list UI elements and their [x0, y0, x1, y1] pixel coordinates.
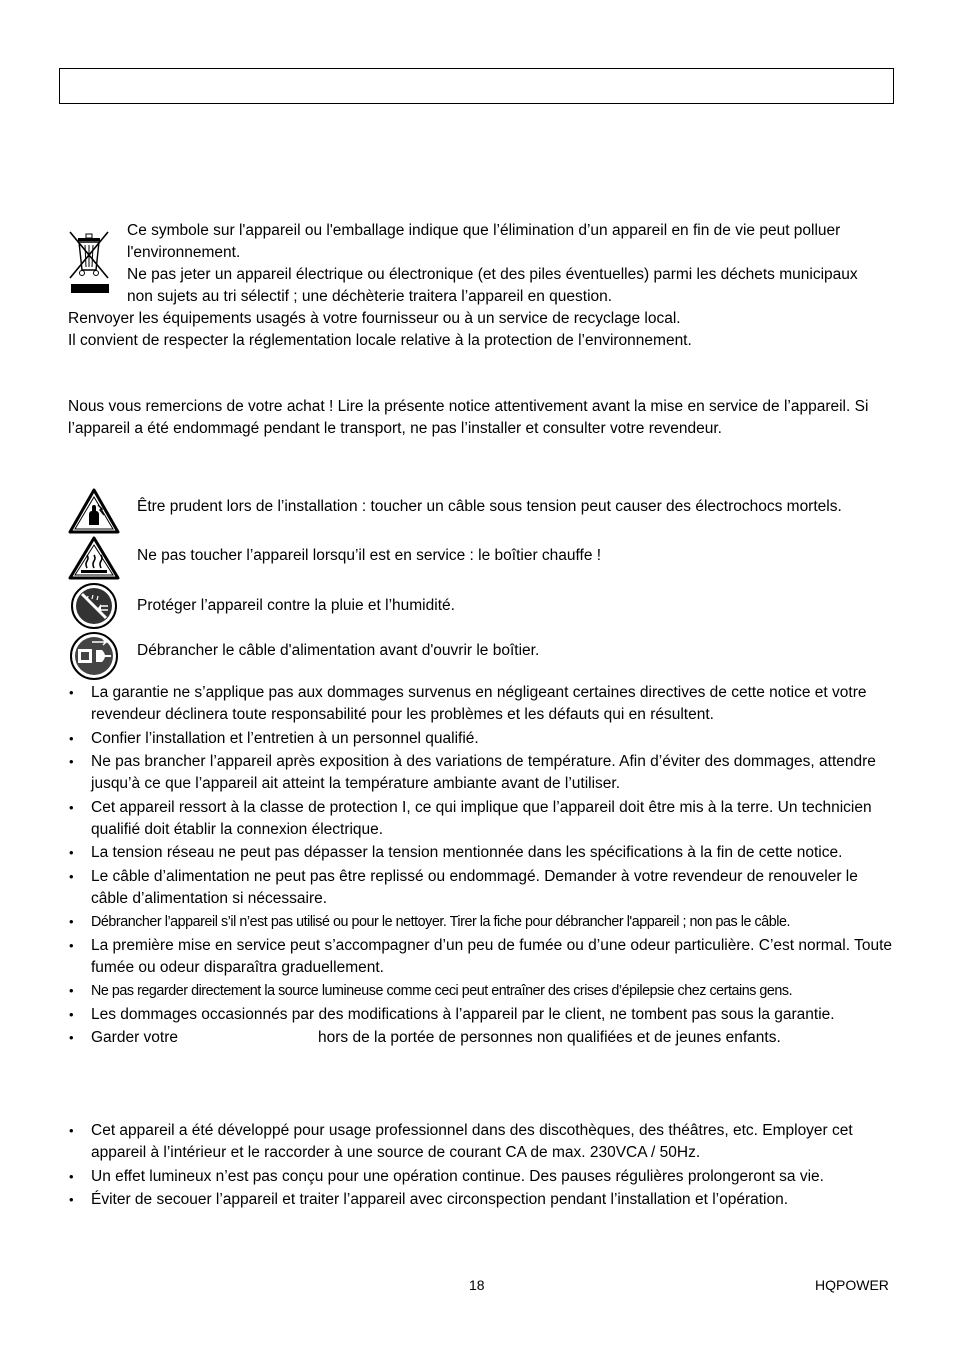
- warning-text-rain: Protéger l’appareil contre la pluie et l’humidité.: [137, 597, 455, 614]
- list-item: • Confier l’installation et l’entretien à un personnel qualifié.: [68, 728, 898, 750]
- list-item: • Un effet lumineux n’est pas conçu pour une opération continue. Des pauses régulières prolongeront sa vie.: [68, 1166, 898, 1188]
- weee-line-6: Il convient de respecter la réglementation locale relative à la protection de l’environnement.: [68, 332, 692, 349]
- list-item-keep-away: [68, 1027, 898, 1049]
- weee-text-block: [127, 220, 858, 308]
- electric-shock-warning-icon: [67, 487, 121, 535]
- list-item: • Le câble d’alimentation ne peut pas être replissé ou endommagé. Demander à votre revendeur de renouveler le câble d’alimentation si nécessaire.: [68, 866, 898, 910]
- list-item: • Cet appareil ressort à la classe de protection I, ce qui implique que l’appareil doit être mis à la terre. Un technicien qualifié doit établir la connexion électrique.: [68, 797, 898, 841]
- safety-bullet-list: [68, 682, 898, 1051]
- keep-away-after: hors de la portée de personnes non qualifiées et de jeunes enfants.: [318, 1029, 781, 1046]
- list-item: • Débrancher l’appareil s’il n’est pas utilisé ou pour le nettoyer. Tirer la fiche pour débrancher l'appareil ; non pas le câble.: [68, 911, 898, 933]
- unplug-before-opening-icon: [68, 630, 120, 682]
- list-item: • Éviter de secouer l’appareil et traiter l’appareil avec circonspection pendant l’installation et l’opération.: [68, 1189, 898, 1211]
- usage-bullet-list: [68, 1120, 898, 1213]
- header-title-box: [59, 68, 894, 104]
- protect-from-rain-icon: [68, 582, 120, 630]
- crossed-out-bin-icon: [68, 228, 112, 296]
- weee-line-5: Renvoyer les équipements usagés à votre fournisseur ou à un service de recyclage local.: [68, 310, 681, 327]
- warning-text-shock: Être prudent lors de l’installation : toucher un câble sous tension peut causer des électrochocs mortels.: [137, 498, 842, 515]
- keep-away-before: Garder votre: [91, 1029, 179, 1046]
- list-item: • Cet appareil a été développé pour usage professionnel dans des discothèques, des théâtres, etc. Employer cet appareil à l’intérieur et le raccorder à une source de courant CA de max. 230VCA / 50Hz.: [68, 1120, 898, 1164]
- page-number: 18: [469, 1277, 485, 1293]
- warning-text-hot: Ne pas toucher l’appareil lorsqu’il est en service : le boîtier chauffe !: [137, 547, 602, 564]
- weee-line-1: Ce symbole sur l'appareil ou l'emballage indique que l’élimination d’un appareil en fin de vie peut polluer: [127, 222, 841, 239]
- list-item: • Ne pas regarder directement la source lumineuse comme ceci peut entraîner des crises d’épilepsie chez certains gens.: [68, 980, 898, 1002]
- weee-line-3: Ne pas jeter un appareil électrique ou électronique (et des piles éventuelles) parmi les déchets municipaux: [127, 266, 858, 283]
- footer-brand: HQPOWER: [815, 1277, 889, 1293]
- warning-text-unplug: Débrancher le câble d'alimentation avant d'ouvrir le boîtier.: [137, 642, 540, 659]
- list-item: • La garantie ne s’applique pas aux dommages survenus en négligeant certaines directives de cette notice et votre revendeur déclinera toute responsabilité pour les problèmes et les défauts qui en résultent.: [68, 682, 898, 726]
- hot-surface-warning-icon: [67, 535, 121, 581]
- list-item: • La tension réseau ne peut pas dépasser la tension mentionnée dans les spécifications à la fin de cette notice.: [68, 842, 898, 864]
- list-item: • Les dommages occasionnés par des modifications à l’appareil par le client, ne tombent pas sous la garantie.: [68, 1004, 898, 1026]
- weee-line-2: l'environnement.: [127, 244, 241, 261]
- intro-paragraph: Nous vous remercions de votre achat ! Lire la présente notice attentivement avant la mise en service de l’appareil. Si l’appareil a été endommagé pendant le transport, ne pas l’installer et consulter votre revendeur.: [68, 398, 869, 437]
- weee-line-4: non sujets au tri sélectif ; une déchèterie traitera l’appareil en question.: [127, 288, 613, 305]
- weee-text-block-2: [68, 308, 692, 352]
- list-item: • La première mise en service peut s’accompagner d’un peu de fumée ou d’une odeur particulière. C’est normal. Toute fumée ou odeur disparaîtra graduellement.: [68, 935, 898, 979]
- list-item: • Ne pas brancher l’appareil après exposition à des variations de température. Afin d’éviter des dommages, attendre jusqu’à ce que l’appareil ait atteint la température ambiante avant de l’utiliser.: [68, 751, 898, 795]
